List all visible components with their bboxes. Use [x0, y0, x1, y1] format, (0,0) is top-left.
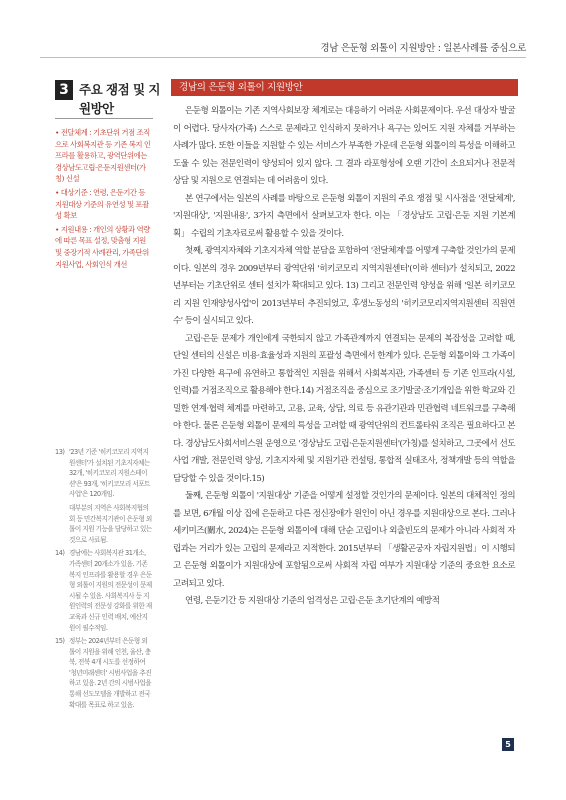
sidebar-divider: [55, 118, 153, 119]
footnote-number: 13): [55, 448, 65, 456]
footnote: [55, 548, 153, 633]
summary-bullet: • 지원내용 : 개인의 상황과 역량에 따른 목표 설정, 맞춤형 지원 및 중장기적 사례관리, 가족단위 지원사업, 사회인식 개선: [55, 224, 150, 269]
footnote-number: [55, 503, 69, 545]
summary-bullet: • 대상기준 : 연령, 은둔기간 등 지원대상 기준의 유연성 및 포괄성 확보: [55, 187, 149, 221]
body-paragraph: 첫째, 광역지자체와 기초지자체 역할 분담을 포함하여 '전달체계'를 어떻게 구축할 것인가의 문제이다. 일본의 경우 2009년부터 광역단위 '히키코모리 지역지원센터'(이하 센터)가 설치되고, 2022년부터는 기초단위로 센터 설치가 확대되고 있다. 13) 그리고 전문인력 양성을 위해 '일본 히키코모리 지원 인재양성사업'이 2013년부터 추진되었고, 후생노동성의 '히키코모리지역지원센터 직원연수' 등이 실시되고 있다.: [173, 246, 515, 326]
footnote-text: '23년 기준 '히키코모리 지역지원센터'가 설치된 기초지자체는 32개, '히키코모리 지원스테이션'은 93개, '히키코모리 서포트사업'은 120개임.: [69, 448, 150, 499]
summary-bullet: • 전달체계 : 기초단위 거점 조직으로 사회복지관 등 기존 복지 인프라를 활용하고, 광역단위에는 경상남도고립·은둔지원센터(가칭) 신설: [55, 128, 151, 184]
running-head: 경남 은둔형 외톨이 지원방안 : 일본사례를 중심으로: [320, 43, 526, 54]
header-divider: [40, 57, 526, 58]
body-paragraph: 고립·은둔 문제가 개인에게 국한되지 않고 가족관계까지 연결되는 문제의 복잡성을 고려할 때, 단일 센터의 신설은 비용·효율성과 지원의 포괄성 측면에서 한계가 있다. 은둔형 외톨이와 그 가족이 가진 다양한 욕구에 유연하고 통합적인 지원을 위해서 사회복지관, 가족센터 등 기존 인프라(시설, 인력)를 거점조직으로 활용해야 한다.14) 거점조직을 중심으로 조기발굴·조기개입을 위한 학교와 긴밀한 연계·협력 체계를 마련하고, 고용, 교육, 상담, 의료 등 유관기관과 민관협력 네트워크를 구축해야 한다. 물론 은둔형 외톨이 문제의 특성을 고려할 때 광역단위의 컨트롤타워 조직은 필요하다고 본다. 경상남도사회서비스원 운영으로 '경상남도 고립·은둔지원센터'(가칭)를 설치하고, 그곳에서 선도사업 개발, 전문인력 양성, 기초지자체 및 지원기관 컨설팅, 통합적 실태조사, 정책개발 등의 역할을 담당할 수 있을 것이다.15): [173, 333, 515, 484]
footnote-text: 경남에는 사회복지관 31개소, 가족센터 20개소가 있음. 기존 복지 인프라를 활용할 경우 은둔형 외톨이 지원의 전문성이 문제시될 수 있음. 사회복지사 등 지원인력의 전문성 강화를 위한 재교육과 신규 인력 배치, 예산지원이 필수적임.: [69, 549, 152, 632]
body-text: [173, 103, 515, 611]
footnote: [55, 636, 153, 710]
footnotes: [55, 447, 153, 713]
body-paragraph: 은둔형 외톨이는 기존 지역사회보장 체계로는 대응하기 어려운 사회문제이다. 우선 대상자 발굴이 어렵다. 당사자(가족) 스스로 문제라고 인식하지 못하거나 욕구는 있어도 지원 자체를 거부하는 사례가 많다. 또한 이들을 지원할 수 있는 서비스가 부족한 가운데 은둔형 외톨이의 특성을 이해하고 도울 수 있는 전문인력이 양성되어 있지 않다. 그 결과 라포형성에 오랜 기간이 소요되거나 전문적 상담 및 지원으로 연결되는 데 어려움이 있다.: [173, 106, 515, 186]
summary-bullets: [55, 127, 153, 272]
footnote-number: 14): [55, 549, 65, 558]
footnote: [55, 447, 153, 500]
body-paragraph: 본 연구에서는 일본의 사례를 바탕으로 은둔형 외톨이 지원의 주요 쟁점 및 시사점을 '전달체계', '지원대상', '지원내용', 3가지 측면에서 살펴보고자 한다. 이는 「경상남도 고립·은둔 지원 기본계획」 수립의 기초자료로써 활용할 수 있을 것이다.: [173, 193, 515, 239]
body-paragraph: 둘째, 은둔형 외톨이 '지원대상' 기준을 어떻게 설정할 것인가의 문제이다. 일본의 대체적인 정의를 보면, 6개월 이상 집에 은둔하고 다른 정신장애가 원인이 아닌 경우를 지원대상으로 본다. 그러나 세키미즈(關水, 2024)는 은둔형 외톨이에 대해 단순 고립이나 외출빈도의 문제가 아니라 사회적 자립과는 거리가 있는 고립의 문제라고 지적한다. 2015년부터 「생활곤궁자 자립지원법」이 시행되고 은둔형 외톨이가 지원대상에 포함됨으로써 사회적 자립 여부가 지원대상 기준의 중요한 요소로 고려되고 있다.: [173, 491, 515, 589]
footnote-text: 정부는 2024년부터 은둔형 외톨이 지원을 위해 인천, 울산, 충북, 전북 4개 시도를 선정하여 '청년미래센터' 시범사업을 추진하고 있음. 2년 간의 시범사업을 통해 선도모델을 개발하고 전국 확대를 목표로 하고 있음.: [69, 637, 152, 709]
page-number: 5: [502, 738, 514, 751]
section-number: 3: [55, 80, 73, 100]
section-heading: 경남의 은둔형 외톨이 지원방안: [171, 79, 518, 96]
footnote-text: 대부분의 지역은 사회복지협의회 등 민간복지기관이 은둔형 외톨이 지원 기능을 담당하고 있는 것으로 사료됨.: [69, 503, 152, 544]
footnote: [55, 503, 153, 545]
section-title: 주요 쟁점 및 지원방안: [79, 82, 161, 116]
body-paragraph: 연령, 은둔기간 등 지원대상 기준의 엄격성은 고립·은둔 초기단계의 예방적: [185, 596, 440, 606]
footnote-number: 15): [55, 637, 65, 646]
